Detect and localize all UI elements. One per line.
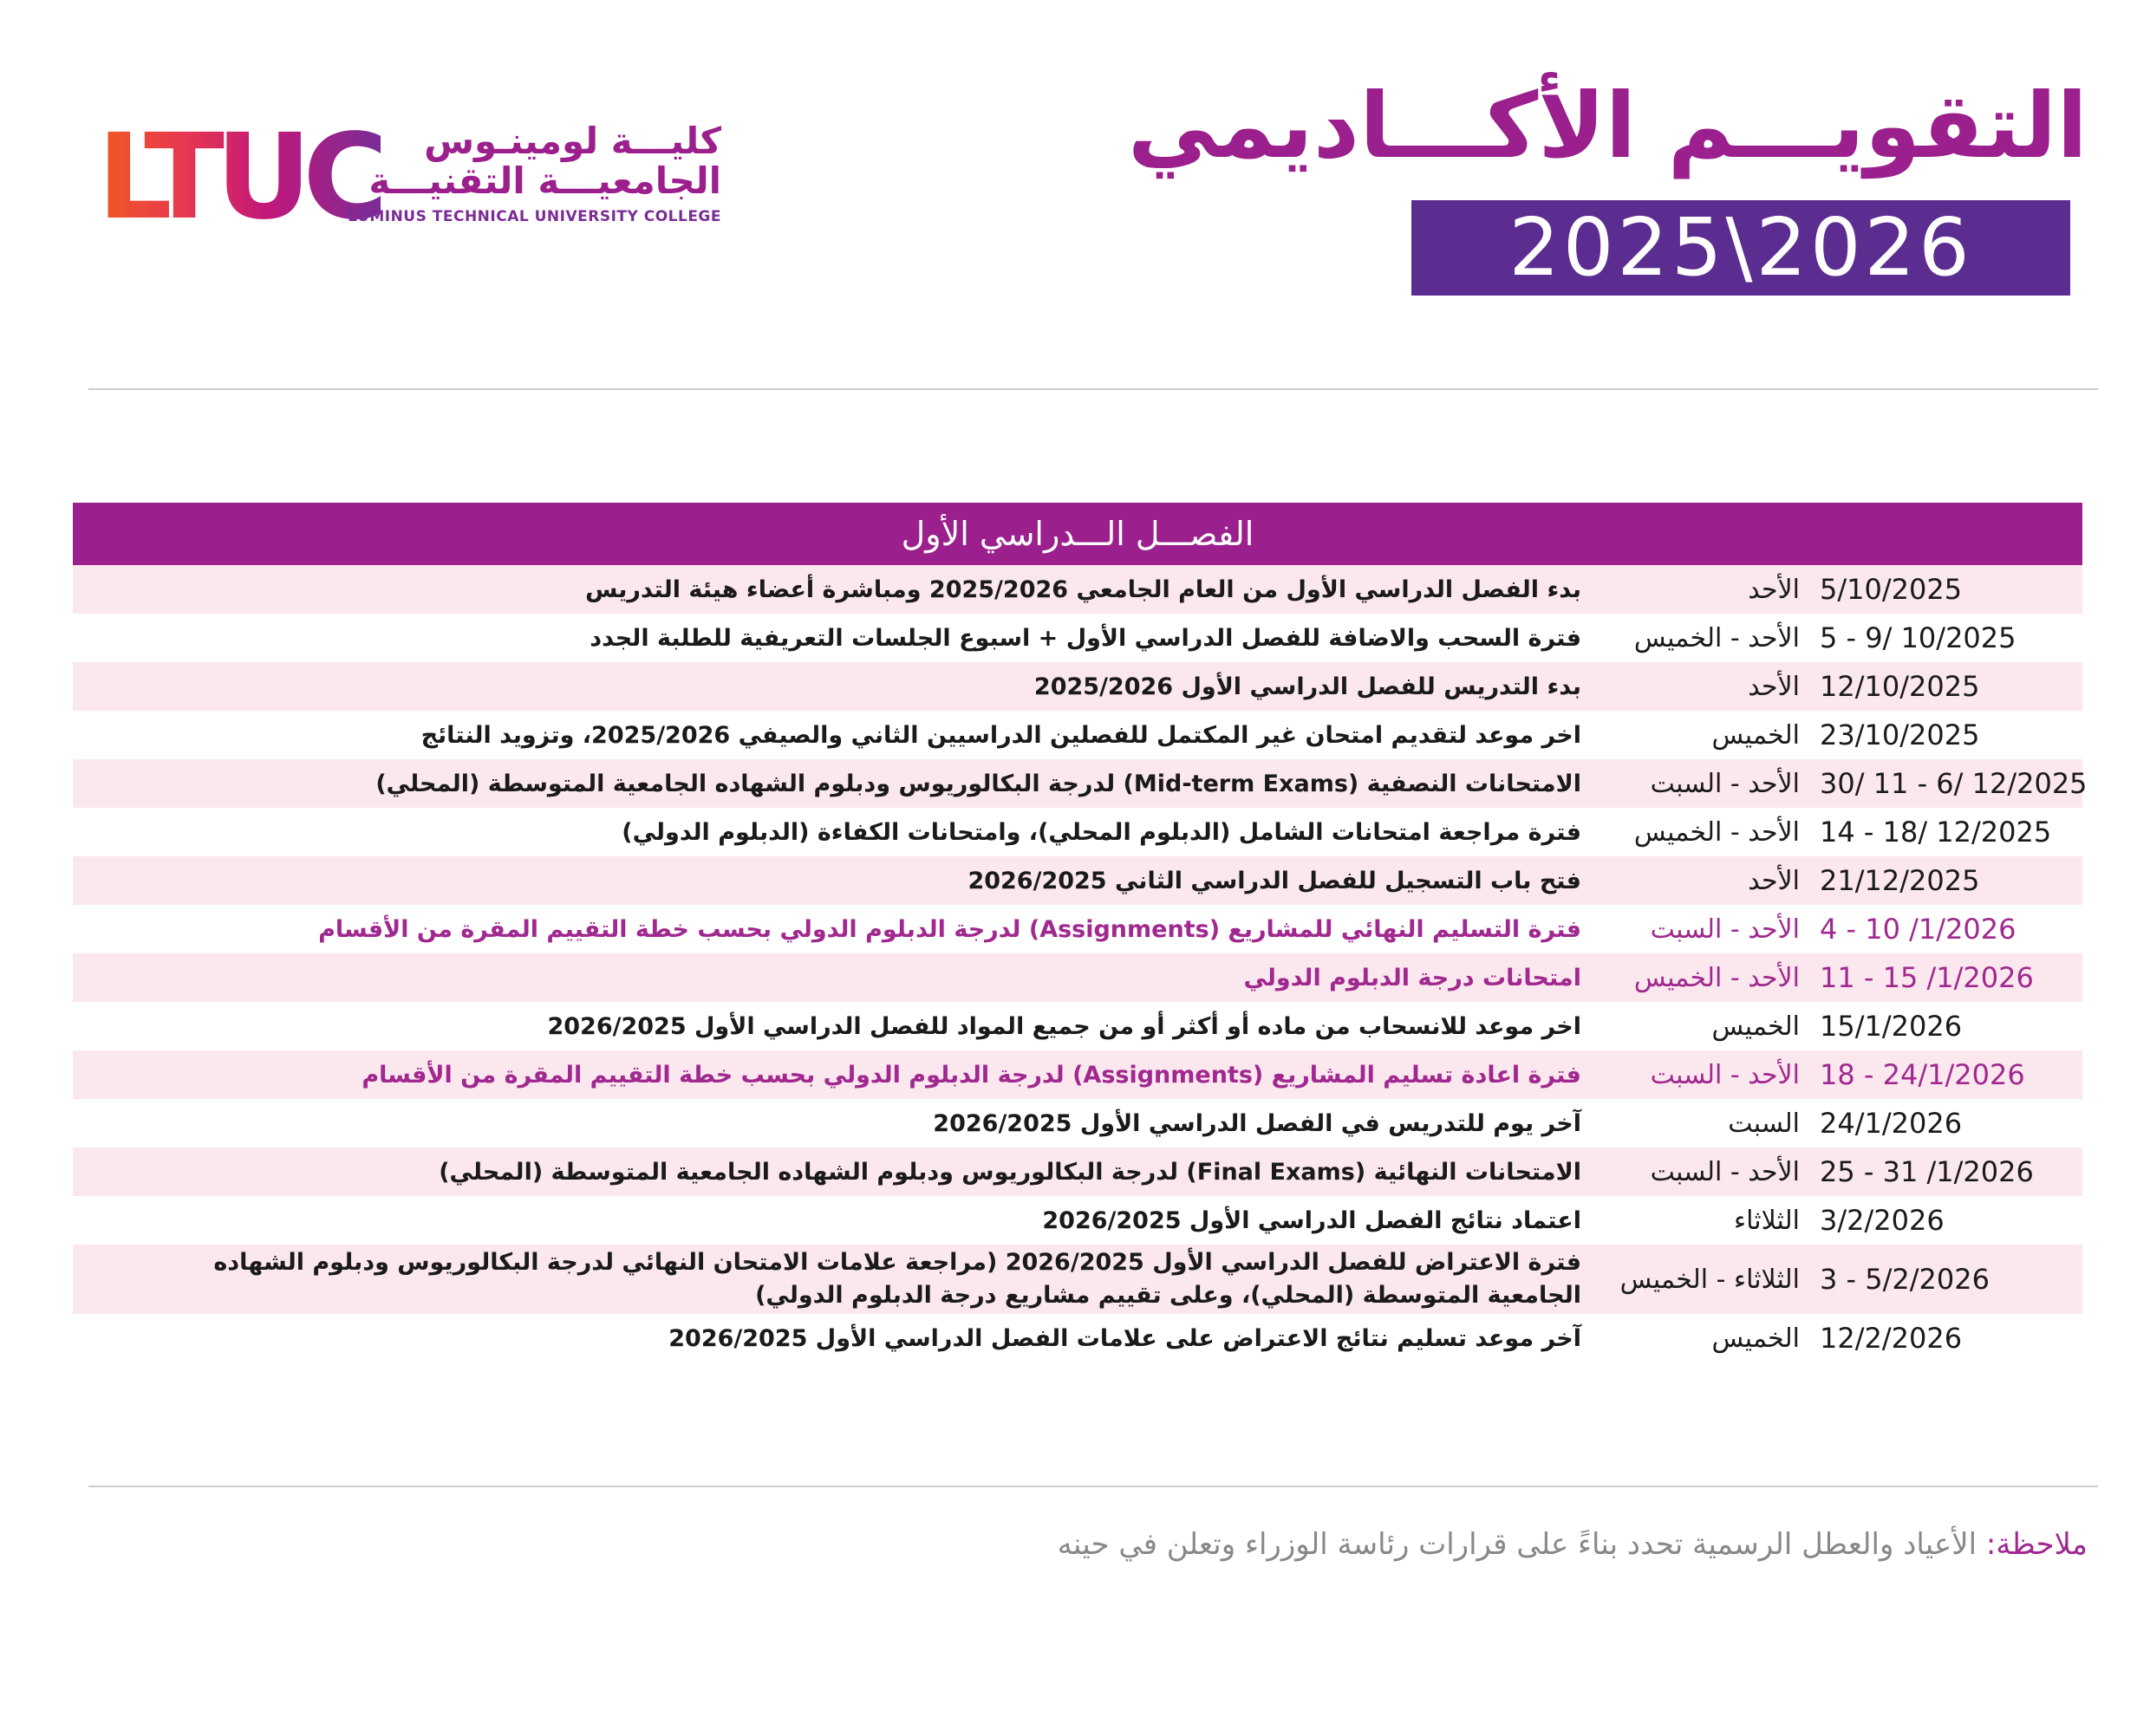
ltuc-logo bbox=[97, 109, 721, 246]
row-day: الأحد - السبت bbox=[1650, 1156, 1800, 1187]
row-day: الخميس bbox=[1711, 1011, 1800, 1042]
table-row bbox=[73, 856, 2082, 905]
row-day: الأحد - الخميس bbox=[1633, 816, 1800, 848]
logo-arabic-line2: الجامعيـــة التقنيـــة bbox=[368, 159, 721, 202]
row-day: الثلاثاء bbox=[1733, 1205, 1800, 1236]
row-date: 24/1/2026 bbox=[1820, 1107, 1963, 1140]
table-row bbox=[73, 905, 2082, 953]
row-date: 3 - 5/2/2026 bbox=[1820, 1263, 1990, 1296]
table-row bbox=[73, 662, 2082, 711]
row-day: الأحد bbox=[1748, 865, 1800, 896]
table-row bbox=[73, 1050, 2082, 1099]
row-date: 12/2/2026 bbox=[1820, 1322, 1963, 1355]
row-day: الأحد bbox=[1748, 574, 1800, 605]
row-day: السبت bbox=[1728, 1108, 1800, 1139]
row-date: 4 - 10 /1/2026 bbox=[1820, 913, 2016, 946]
logo-mark: LTUC bbox=[97, 109, 381, 246]
row-desc: اخر موعد للانسحاب من ماده أو أكثر أو من جميع المواد للفصل الدراسي الأول 2026/2025 bbox=[547, 1012, 1581, 1040]
row-date: 11 - 15 /1/2026 bbox=[1820, 961, 2034, 994]
footnote-label: ملاحظة: bbox=[1985, 1527, 2088, 1562]
row-desc: بدء الفصل الدراسي الأول من العام الجامعي 2025/2026 ومباشرة أعضاء هيئة التدريس bbox=[585, 575, 1581, 603]
row-date: 14 - 18/ 12/2025 bbox=[1820, 816, 2052, 848]
row-desc: امتحانات درجة الدبلوم الدولي bbox=[1243, 964, 1581, 992]
table-row bbox=[73, 1002, 2082, 1050]
academic-year-badge: 2025\2026 bbox=[1411, 200, 2070, 296]
table-row bbox=[73, 1148, 2082, 1196]
row-day: الخميس bbox=[1711, 1323, 1800, 1354]
row-day: الأحد - السبت bbox=[1650, 914, 1800, 945]
row-date: 15/1/2026 bbox=[1820, 1010, 1963, 1043]
table-row bbox=[73, 759, 2088, 808]
footnote bbox=[1058, 1527, 2088, 1562]
table-row bbox=[73, 808, 2082, 856]
row-desc: فترة مراجعة امتحانات الشامل (الدبلوم المحلي)، وامتحانات الكفاءة (الدبلوم الدولي) bbox=[622, 818, 1581, 846]
row-date: 12/10/2025 bbox=[1820, 670, 1980, 703]
row-desc: الامتحانات النهائية (Final Exams) لدرجة البكالوريوس ودبلوم الشهاده الجامعية المتوسطة (المحلي) bbox=[439, 1158, 1581, 1186]
row-date: 25 - 31 /1/2026 bbox=[1820, 1155, 2034, 1188]
row-date: 23/10/2025 bbox=[1820, 718, 1980, 751]
row-desc: فترة التسليم النهائي للمشاريع (Assignments) لدرجة الدبلوم الدولي بحسب خطة التقييم المقرة من الأقسام bbox=[318, 915, 1581, 943]
top-divider bbox=[88, 388, 2098, 390]
table-row bbox=[73, 1314, 2082, 1362]
table-row bbox=[73, 565, 2082, 614]
row-day: الأحد bbox=[1748, 671, 1800, 702]
table-row bbox=[73, 1099, 2082, 1148]
bottom-divider bbox=[88, 1486, 2098, 1487]
calendar-rows bbox=[73, 565, 2088, 1362]
row-date: 21/12/2025 bbox=[1820, 864, 1980, 897]
row-desc: آخر يوم للتدريس في الفصل الدراسي الأول 2026/2025 bbox=[933, 1109, 1581, 1137]
table-row bbox=[73, 953, 2082, 1002]
row-day: الأحد - السبت bbox=[1650, 1059, 1800, 1090]
section-title: الفصـــل الـــدراسي الأول bbox=[73, 503, 2082, 565]
calendar-table bbox=[73, 503, 2088, 1362]
table-row bbox=[73, 614, 2082, 662]
row-date: 5 - 9/ 10/2025 bbox=[1820, 621, 2016, 654]
row-desc: آخر موعد تسليم نتائج الاعتراض على علامات الفصل الدراسي الأول 2026/2025 bbox=[668, 1324, 1581, 1352]
row-desc: فترة السحب والاضافة للفصل الدراسي الأول + اسبوع الجلسات التعريفية للطلبة الجدد bbox=[590, 624, 1581, 652]
logo-arabic-line1: كليـــة لومينـوس bbox=[424, 120, 721, 162]
row-day: الأحد - الخميس bbox=[1633, 962, 1800, 993]
row-day: الأحد - الخميس bbox=[1633, 622, 1800, 653]
table-row bbox=[73, 711, 2082, 759]
row-desc: الامتحانات النصفية (Mid-term Exams) لدرجة البكالوريوس ودبلوم الشهاده الجامعية المتوسطة (المحلي) bbox=[375, 770, 1581, 797]
logo-english: LUMINUS TECHNICAL UNIVERSITY COLLEGE bbox=[348, 208, 721, 225]
row-desc: بدء التدريس للفصل الدراسي الأول 2025/2026 bbox=[1033, 673, 1581, 700]
row-day: الخميس bbox=[1711, 719, 1800, 751]
row-desc: اعتماد نتائج الفصل الدراسي الأول 2026/2025 bbox=[1042, 1206, 1581, 1234]
row-desc: اخر موعد لتقديم امتحان غير المكتمل للفصلين الدراسيين الثاني والصيفي 2025/2026، وتزويد النتائج bbox=[420, 721, 1581, 749]
table-row bbox=[73, 1196, 2082, 1245]
row-day: الأحد - السبت bbox=[1650, 768, 1800, 799]
table-row bbox=[73, 1245, 2082, 1314]
row-desc: فترة اعادة تسليم المشاريع (Assignments) لدرجة الدبلوم الدولي بحسب خطة التقييم المقرة من الأقسام bbox=[362, 1061, 1581, 1089]
row-desc: فترة الاعتراض للفصل الدراسي الأول 2026/2025 (مراجعة علامات الامتحان النهائي لدرجة البكالوريوس ودبلوم الشهاده الجامعية المتوسطة (المحلي)، وعلى تقييم مشاريع درجة الدبلوم الدولي) bbox=[213, 1249, 1581, 1309]
row-desc: فتح باب التسجيل للفصل الدراسي الثاني 2026/2025 bbox=[968, 867, 1581, 894]
row-date: 5/10/2025 bbox=[1820, 573, 1963, 606]
page-title: التقويـــم الأكـــاديمي bbox=[1127, 73, 2088, 179]
row-date: 30/ 11 - 6/ 12/2025 bbox=[1820, 767, 2088, 800]
row-date: 18 - 24/1/2026 bbox=[1820, 1058, 2025, 1091]
footnote-text: الأعياد والعطل الرسمية تحدد بناءً على قرارات رئاسة الوزراء وتعلن في حينه bbox=[1057, 1527, 1986, 1562]
row-day: الثلاثاء - الخميس bbox=[1619, 1264, 1800, 1295]
row-date: 3/2/2026 bbox=[1820, 1204, 1945, 1237]
